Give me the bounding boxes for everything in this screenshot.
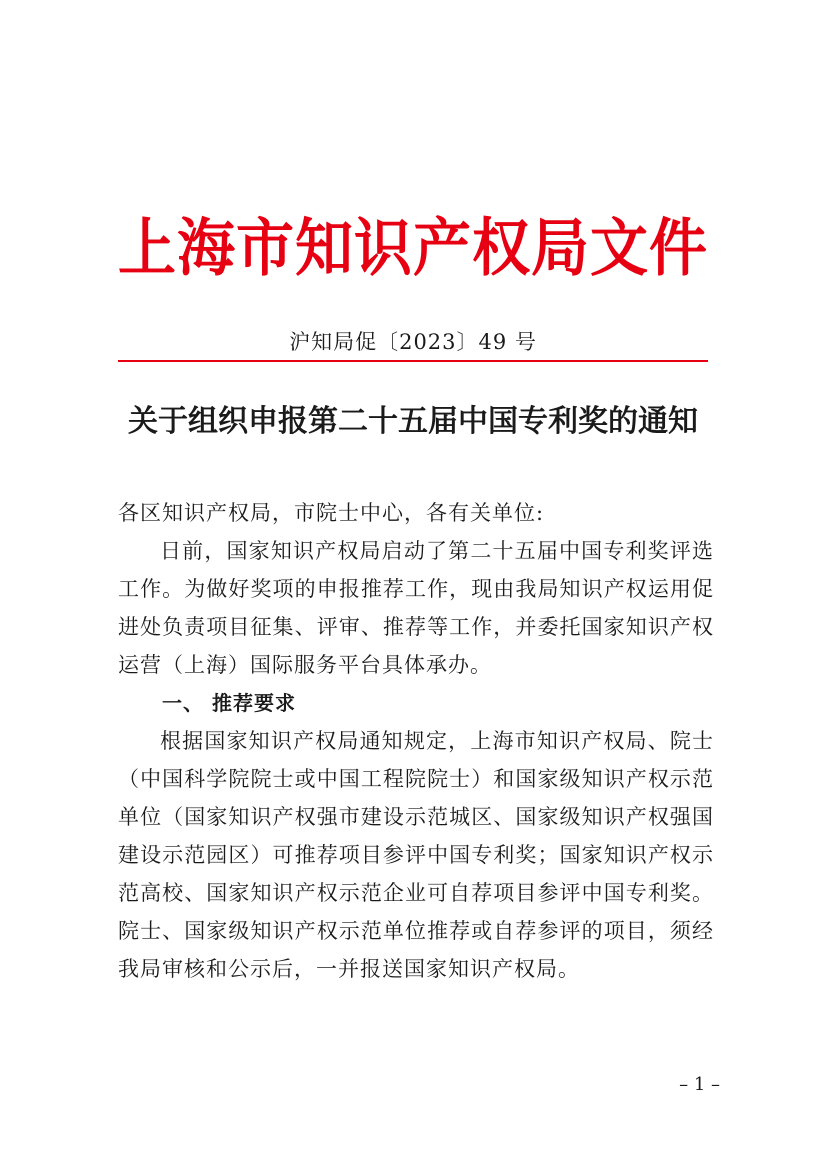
red-separator-line	[118, 360, 708, 362]
paragraph-requirements: 根据国家知识产权局通知规定，上海市知识产权局、院士（中国科学院院士或中国工程院院士）和国家级知识产权示范单位（国家知识产权强市建设示范城区、国家级知识产权强国建设示范园区）可推荐项目参评中国专利奖；国家知识产权示范高校、国家知识产权示范企业可自荐项目参评中国专利奖。院士、国家级知识产权示范单位推荐或自荐参评的项目，须经我局审核和公示后，一并报送国家知识产权局。	[118, 729, 714, 981]
paragraph-intro: 日前，国家知识产权局启动了第二十五届中国专利奖评选工作。为做好奖项的申报推荐工作，现由我局知识产权运用促进处负责项目征集、评审、推荐等工作，并委托国家知识产权运营（上海）国际服务平台具体承办。	[118, 539, 714, 677]
document-body	[118, 494, 714, 988]
section-heading-recommendation-requirements: 一、 推荐要求	[162, 691, 296, 715]
document-title: 关于组织申报第二十五届中国专利奖的通知	[128, 404, 698, 439]
page-number: – 1 –	[679, 1074, 720, 1095]
issuing-authority-header: 上海市知识产权局文件	[117, 211, 708, 285]
salutation: 各区知识产权局，市院士中心，各有关单位:	[118, 501, 545, 525]
document-number: 沪知局促〔2023〕49 号	[289, 330, 537, 354]
